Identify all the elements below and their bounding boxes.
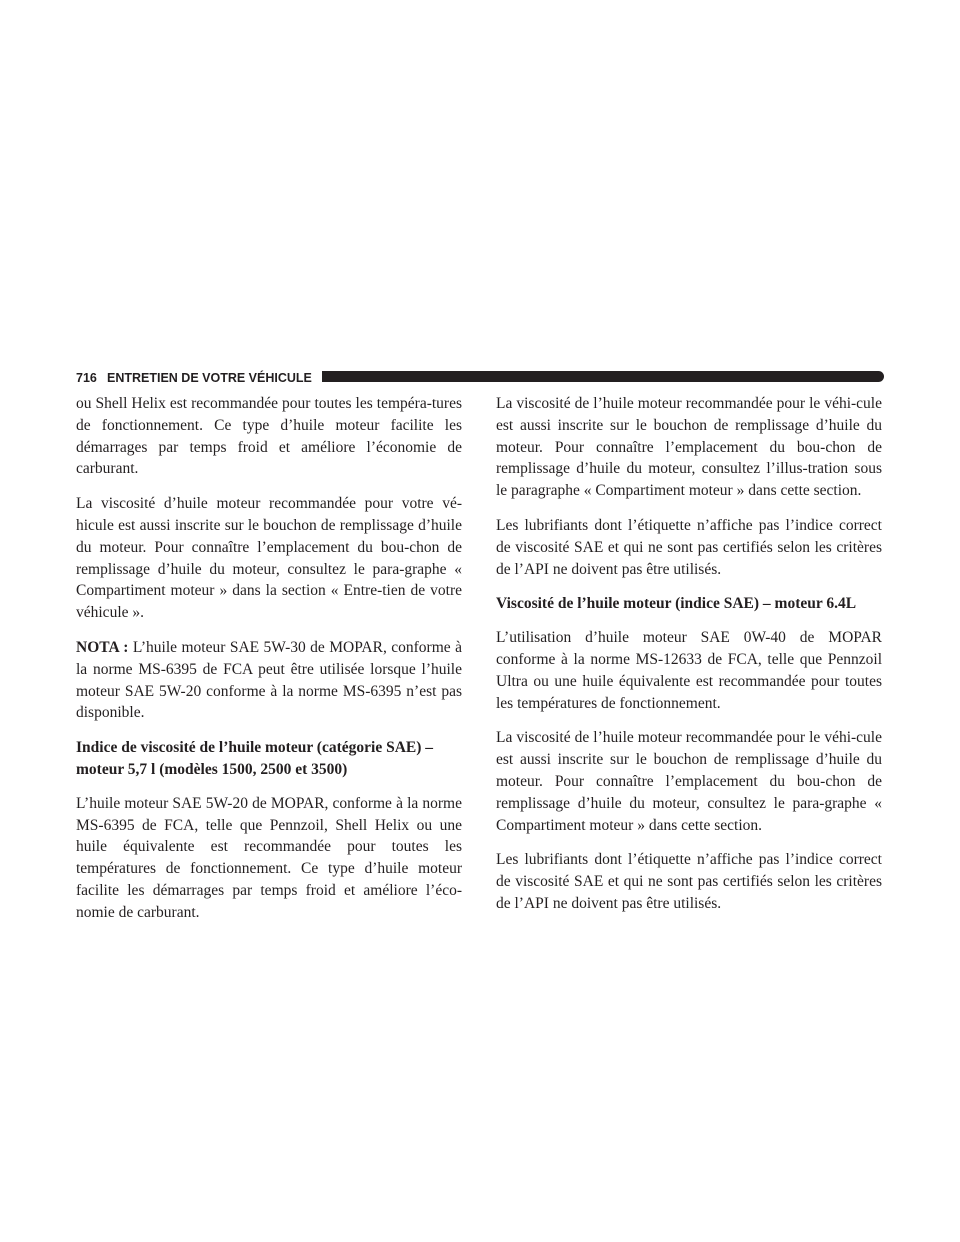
header-rule <box>322 371 884 382</box>
section-heading: Viscosité de l’huile moteur (indice SAE) – moteur 6.4L <box>496 595 857 613</box>
note-text: L’huile moteur SAE 5W-30 de MOPAR, conforme à la norme MS-6395 de FCA peut être utilisée lorsque l’huile moteur SAE 5W-20 conforme à la norme MS-6395 n’est pas disponible. <box>76 638 462 722</box>
paragraph: La viscosité d’huile moteur recommandée pour votre vé-hicule est aussi inscrite sur le bouchon de remplissage d’huile du moteur. Pour connaître l’emplacement du bou-chon de remplissage d’huile du moteur, consultez le para-graphe « Compartiment moteur » dans la section « Entre-tien de votre véhicule ». <box>76 495 462 622</box>
section-heading: Indice de viscosité de l’huile moteur (catégorie SAE) – moteur 5,7 l (modèles 1500, 2500 et 3500) <box>76 739 434 778</box>
paragraph: ou Shell Helix est recommandée pour toutes les tempéra-tures de fonctionnement. Ce type d’huile moteur facilite les démarrages par temps froid et améliore l’économie de carburant. <box>76 395 462 478</box>
paragraph: L’utilisation d’huile moteur SAE 0W-40 de MOPAR conforme à la norme MS-12633 de FCA, telle que Pennzoil Ultra ou une huile équivalente est recommandée pour toutes les températures de fonctionnement. <box>496 629 882 712</box>
left-column <box>76 393 462 937</box>
paragraph: La viscosité de l’huile moteur recommandée pour le véhi-cule est aussi inscrite sur le bouchon de remplissage d’huile du moteur. Pour connaître l’emplacement du bou-chon de remplissage d’huile du moteur, consultez l’illus-tration sous le paragraphe « Compartiment moteur » dans cette section. <box>496 395 882 500</box>
section-title: ENTRETIEN DE VOTRE VÉHICULE <box>107 371 312 385</box>
right-column <box>496 393 882 928</box>
page-number: 716 <box>76 371 97 385</box>
note-label: NOTA : <box>76 638 129 656</box>
paragraph: Les lubrifiants dont l’étiquette n’affiche pas l’indice correct de viscosité SAE et qui ne sont pas certifiés selon les critères de l’API ne doivent pas être utilisés. <box>496 851 882 912</box>
paragraph: L’huile moteur SAE 5W-20 de MOPAR, conforme à la norme MS-6395 de FCA, telle que Pennzoil, Shell Helix ou une huile équivalente est recommandée pour toutes les températures de fonctionnement. Ce type d’huile moteur facilite les démarrages par temps froid et améliore l’éco-nomie de carburant. <box>76 794 462 921</box>
page-header <box>76 368 884 388</box>
paragraph: La viscosité de l’huile moteur recommandée pour le véhi-cule est aussi inscrite sur le bouchon de remplissage d’huile du moteur. Pour connaître l’emplacement du bou-chon de remplissage d’huile du moteur, consultez le para-graphe « Compartiment moteur » dans cette section. <box>496 729 882 834</box>
paragraph: Les lubrifiants dont l’étiquette n’affiche pas l’indice correct de viscosité SAE et qui ne sont pas certifiés selon les critères de l’API ne doivent pas être utilisés. <box>496 516 882 578</box>
note-paragraph <box>76 637 462 724</box>
